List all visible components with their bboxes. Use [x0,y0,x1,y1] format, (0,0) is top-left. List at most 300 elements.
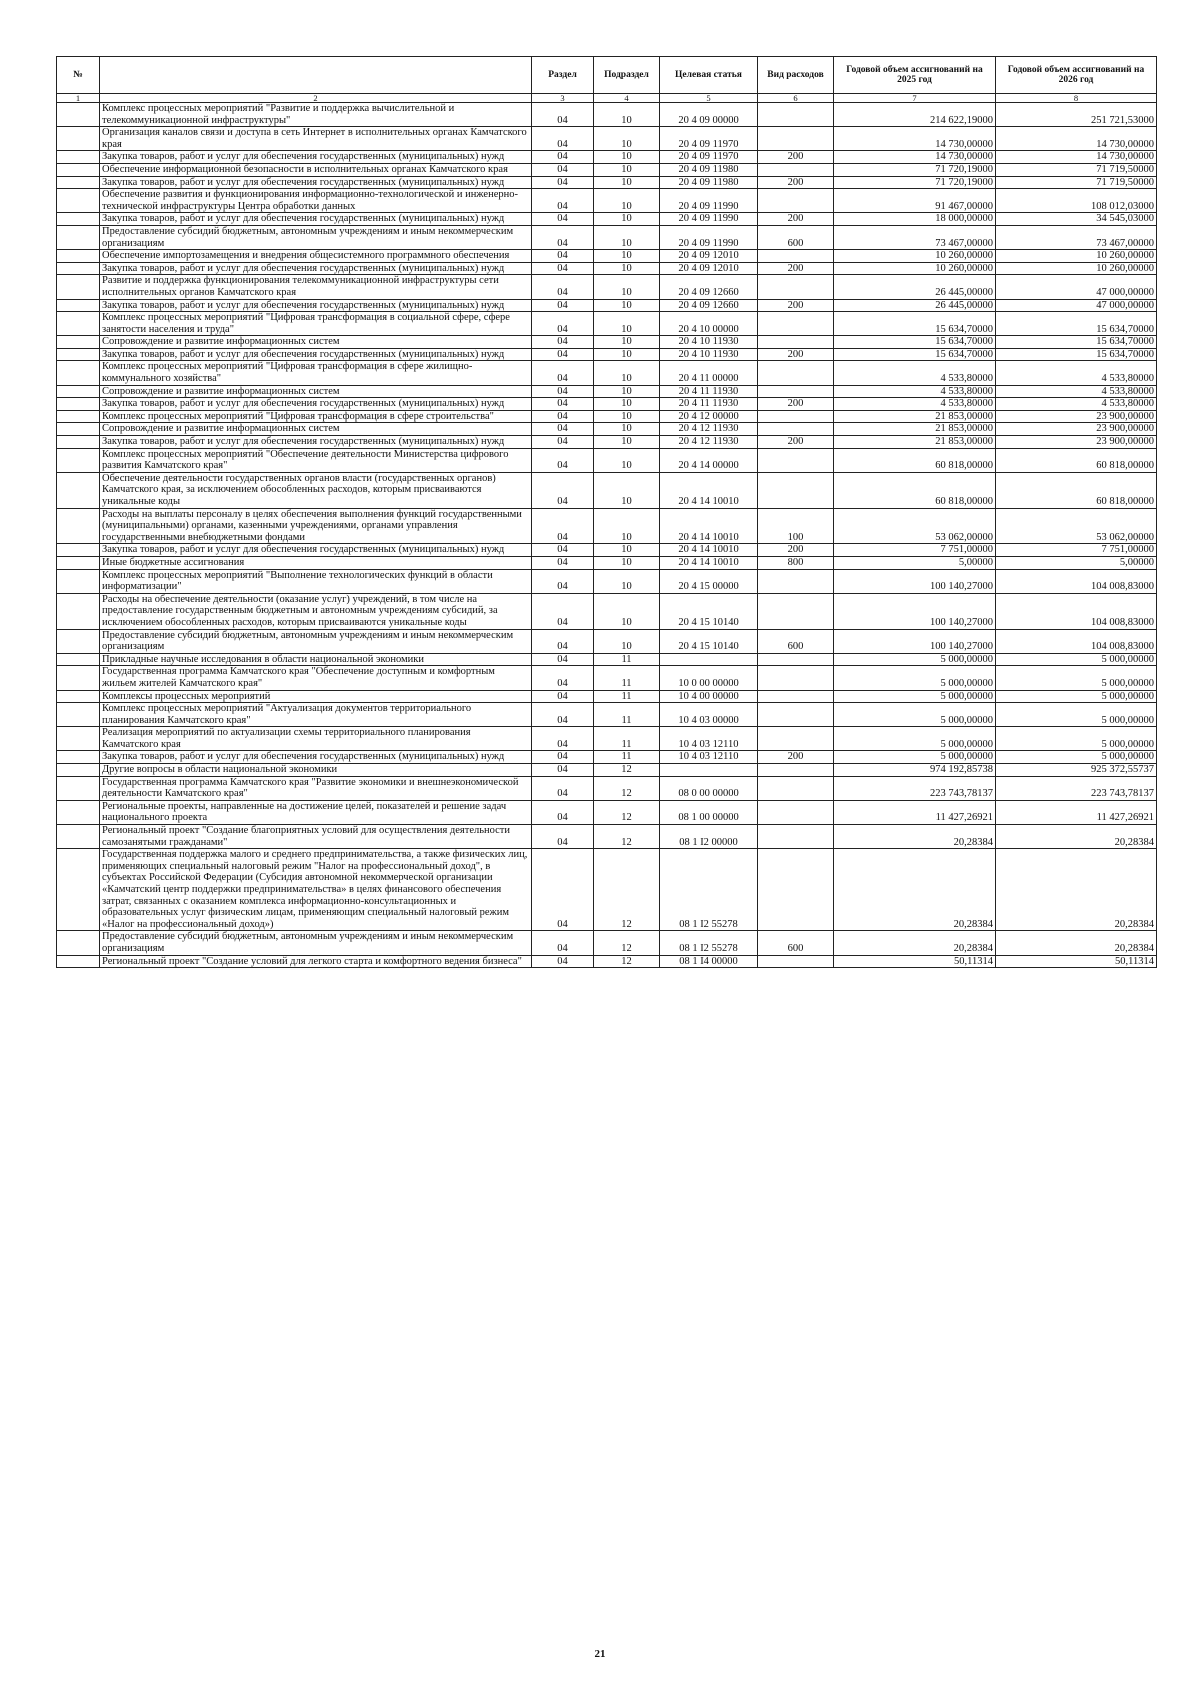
amount-2025: 60 818,00000 [834,472,996,508]
table-row [57,849,1157,931]
row-number [57,299,100,312]
razdel-code: 04 [532,250,594,263]
expense-type-code: 200 [758,262,834,275]
row-number [57,436,100,449]
expense-type-code: 200 [758,544,834,557]
expense-type-code: 200 [758,213,834,226]
expense-name: Закупка товаров, работ и услуг для обеспечения государственных (муниципальных) нужд [100,348,532,361]
amount-2026: 5 000,00000 [996,690,1157,703]
table-row [57,336,1157,349]
table-row [57,556,1157,569]
expense-name: Закупка товаров, работ и услуг для обеспечения государственных (муниципальных) нужд [100,176,532,189]
expense-type-code [758,727,834,751]
amount-2025: 73 467,00000 [834,225,996,249]
amount-2025: 974 192,85738 [834,764,996,777]
amount-2026: 10 260,00000 [996,262,1157,275]
podrazdel-code: 10 [594,275,660,299]
row-number [57,423,100,436]
expense-type-code [758,849,834,931]
podrazdel-code: 12 [594,849,660,931]
table-row [57,544,1157,557]
expense-type-code [758,250,834,263]
table-row [57,690,1157,703]
razdel-code: 04 [532,410,594,423]
table-row [57,250,1157,263]
target-article-code: 20 4 10 00000 [660,312,758,336]
amount-2026: 23 900,00000 [996,423,1157,436]
amount-2025: 18 000,00000 [834,213,996,226]
amount-2025: 11 427,26921 [834,800,996,824]
target-article-code: 08 1 I2 55278 [660,849,758,931]
amount-2025: 20,28384 [834,849,996,931]
razdel-code: 04 [532,436,594,449]
podrazdel-code: 10 [594,151,660,164]
razdel-code: 04 [532,629,594,653]
expense-type-code [758,410,834,423]
table-row [57,410,1157,423]
table-row [57,727,1157,751]
row-number [57,472,100,508]
podrazdel-code: 10 [594,189,660,213]
amount-2026: 5,00000 [996,556,1157,569]
amount-2025: 4 533,80000 [834,361,996,385]
target-article-code: 10 4 00 00000 [660,690,758,703]
table-row [57,764,1157,777]
expense-type-code [758,569,834,593]
podrazdel-code: 10 [594,225,660,249]
expense-name: Комплекс процессных мероприятий "Цифровая трансформация в сфере жилищно-коммунального хозяйства" [100,361,532,385]
podrazdel-code: 12 [594,776,660,800]
amount-2025: 100 140,27000 [834,593,996,629]
row-number [57,849,100,931]
header-name [100,57,532,94]
target-article-code: 20 4 09 11970 [660,151,758,164]
expense-type-code [758,955,834,968]
podrazdel-code: 12 [594,825,660,849]
target-article-code: 20 4 11 11930 [660,385,758,398]
expense-name: Реализация мероприятий по актуализации схемы территориального планирования Камчатского края [100,727,532,751]
row-number [57,955,100,968]
table-row [57,385,1157,398]
target-article-code: 20 4 15 10140 [660,629,758,653]
amount-2025: 26 445,00000 [834,299,996,312]
amount-2026: 23 900,00000 [996,410,1157,423]
expense-name: Государственная программа Камчатского края "Обеспечение доступным и комфортным жильем жителей Камчатского края" [100,666,532,690]
razdel-code: 04 [532,556,594,569]
table-row [57,751,1157,764]
table-row [57,348,1157,361]
expense-type-code: 200 [758,398,834,411]
amount-2025: 5,00000 [834,556,996,569]
row-number [57,556,100,569]
target-article-code: 20 4 14 10010 [660,556,758,569]
expense-type-code [758,825,834,849]
podrazdel-code: 10 [594,556,660,569]
row-number [57,361,100,385]
table-row [57,931,1157,955]
column-number: 7 [834,94,996,103]
amount-2025: 21 853,00000 [834,423,996,436]
row-number [57,103,100,127]
expense-name: Предоставление субсидий бюджетным, автономным учреждениям и иным некоммерческим организациям [100,931,532,955]
razdel-code: 04 [532,312,594,336]
amount-2025: 15 634,70000 [834,336,996,349]
row-number [57,690,100,703]
amount-2026: 108 012,03000 [996,189,1157,213]
expense-name: Государственная программа Камчатского края "Развитие экономики и внешнеэкономической деятельности Камчатского края" [100,776,532,800]
amount-2025: 100 140,27000 [834,629,996,653]
expense-name: Расходы на обеспечение деятельности (оказание услуг) учреждений, в том числе на предоставление государственным бюджетным и автономным учреждениям субсидий, за исключением обособленных расходов, которым присваиваются уникальные коды [100,593,532,629]
podrazdel-code: 10 [594,508,660,544]
razdel-code: 04 [532,275,594,299]
column-number: 3 [532,94,594,103]
expense-name: Закупка товаров, работ и услуг для обеспечения государственных (муниципальных) нужд [100,213,532,226]
target-article-code: 20 4 12 11930 [660,436,758,449]
target-article-code: 20 4 09 11980 [660,176,758,189]
podrazdel-code: 11 [594,653,660,666]
podrazdel-code: 10 [594,593,660,629]
amount-2026: 23 900,00000 [996,436,1157,449]
podrazdel-code: 10 [594,312,660,336]
header-number: № [57,57,100,94]
row-number [57,213,100,226]
amount-2026: 60 818,00000 [996,472,1157,508]
amount-2026: 7 751,00000 [996,544,1157,557]
target-article-code: 20 4 09 11990 [660,225,758,249]
razdel-code: 04 [532,955,594,968]
row-number [57,127,100,151]
expense-name: Комплекс процессных мероприятий "Выполнение технологических функций в области информатизации" [100,569,532,593]
expense-type-code: 600 [758,931,834,955]
razdel-code: 04 [532,569,594,593]
row-number [57,189,100,213]
amount-2026: 104 008,83000 [996,569,1157,593]
expense-name: Комплекс процессных мероприятий "Актуализация документов территориального планирования Камчатского края" [100,703,532,727]
razdel-code: 04 [532,544,594,557]
row-number [57,629,100,653]
amount-2025: 71 720,19000 [834,163,996,176]
column-number-row [57,94,1157,103]
target-article-code: 20 4 12 00000 [660,410,758,423]
razdel-code: 04 [532,764,594,777]
table-row [57,776,1157,800]
target-article-code: 10 4 03 12110 [660,751,758,764]
table-row [57,436,1157,449]
page-number: 21 [594,1648,606,1660]
table-row [57,163,1157,176]
table-row [57,472,1157,508]
expense-type-code [758,103,834,127]
podrazdel-code: 11 [594,703,660,727]
target-article-code: 20 4 11 11930 [660,398,758,411]
row-number [57,569,100,593]
podrazdel-code: 10 [594,410,660,423]
row-number [57,410,100,423]
amount-2025: 10 260,00000 [834,262,996,275]
table-row [57,423,1157,436]
expense-type-code [758,423,834,436]
expense-name: Сопровождение и развитие информационных систем [100,423,532,436]
expense-name: Обеспечение деятельности государственных органов власти (государственных органов) Камчатского края, за исключением обособленных расходов, которым присваиваются уникальные коды [100,472,532,508]
expense-type-code: 200 [758,299,834,312]
expense-name: Сопровождение и развитие информационных систем [100,385,532,398]
podrazdel-code: 11 [594,690,660,703]
target-article-code: 20 4 09 11990 [660,189,758,213]
target-article-code: 08 1 I2 55278 [660,931,758,955]
amount-2025: 21 853,00000 [834,436,996,449]
podrazdel-code: 12 [594,931,660,955]
razdel-code: 04 [532,776,594,800]
amount-2026: 15 634,70000 [996,348,1157,361]
razdel-code: 04 [532,163,594,176]
table-body [57,103,1157,968]
target-article-code: 10 4 03 00000 [660,703,758,727]
expense-name: Расходы на выплаты персоналу в целях обеспечения выполнения функций государственными (муниципальными) органами, казенными учреждениями, органами управления государственными внебюджетными фондами [100,508,532,544]
podrazdel-code: 10 [594,544,660,557]
podrazdel-code: 10 [594,472,660,508]
amount-2026: 104 008,83000 [996,593,1157,629]
expense-name: Обеспечение информационной безопасности в исполнительных органах Камчатского края [100,163,532,176]
amount-2026: 925 372,55737 [996,764,1157,777]
razdel-code: 04 [532,593,594,629]
target-article-code: 10 0 00 00000 [660,666,758,690]
target-article-code: 20 4 10 11930 [660,336,758,349]
razdel-code: 04 [532,127,594,151]
row-number [57,800,100,824]
razdel-code: 04 [532,225,594,249]
expense-type-code [758,127,834,151]
razdel-code: 04 [532,666,594,690]
table-row [57,189,1157,213]
table-row [57,398,1157,411]
expense-type-code [758,312,834,336]
amount-2026: 20,28384 [996,825,1157,849]
expense-name: Развитие и поддержка функционирования телекоммуникационной инфраструктуры сети исполнительных органов Камчатского края [100,275,532,299]
expense-name: Закупка товаров, работ и услуг для обеспечения государственных (муниципальных) нужд [100,398,532,411]
expense-type-code [758,593,834,629]
expense-name: Обеспечение развития и функционирования информационно-технологической и инженерно-технической инфраструктуры Центра обработки данных [100,189,532,213]
table-row [57,955,1157,968]
target-article-code: 20 4 15 00000 [660,569,758,593]
podrazdel-code: 10 [594,262,660,275]
razdel-code: 04 [532,398,594,411]
target-article-code [660,653,758,666]
razdel-code: 04 [532,385,594,398]
table-row [57,103,1157,127]
amount-2026: 5 000,00000 [996,653,1157,666]
table-row [57,593,1157,629]
target-article-code: 20 4 11 00000 [660,361,758,385]
podrazdel-code: 10 [594,629,660,653]
amount-2025: 91 467,00000 [834,189,996,213]
podrazdel-code: 10 [594,423,660,436]
target-article-code: 20 4 14 10010 [660,544,758,557]
amount-2025: 4 533,80000 [834,385,996,398]
target-article-code: 20 4 09 12010 [660,262,758,275]
row-number [57,751,100,764]
expense-name: Закупка товаров, работ и услуг для обеспечения государственных (муниципальных) нужд [100,544,532,557]
razdel-code: 04 [532,151,594,164]
row-number [57,225,100,249]
podrazdel-code: 12 [594,764,660,777]
expense-type-code [758,666,834,690]
row-number [57,653,100,666]
podrazdel-code: 12 [594,800,660,824]
podrazdel-code: 12 [594,955,660,968]
amount-2025: 223 743,78137 [834,776,996,800]
row-number [57,727,100,751]
razdel-code: 04 [532,751,594,764]
row-number [57,666,100,690]
target-article-code: 20 4 09 00000 [660,103,758,127]
amount-2025: 15 634,70000 [834,348,996,361]
amount-2025: 26 445,00000 [834,275,996,299]
expense-name: Закупка товаров, работ и услуг для обеспечения государственных (муниципальных) нужд [100,299,532,312]
row-number [57,593,100,629]
column-number: 2 [100,94,532,103]
row-number [57,448,100,472]
target-article-code: 20 4 10 11930 [660,348,758,361]
column-number: 8 [996,94,1157,103]
expense-type-code [758,163,834,176]
expense-name: Организация каналов связи и доступа в сеть Интернет в исполнительных органах Камчатского края [100,127,532,151]
target-article-code: 20 4 09 11980 [660,163,758,176]
amount-2025: 60 818,00000 [834,448,996,472]
amount-2026: 251 721,53000 [996,103,1157,127]
expense-name: Прикладные научные исследования в области национальной экономики [100,653,532,666]
expense-name: Закупка товаров, работ и услуг для обеспечения государственных (муниципальных) нужд [100,151,532,164]
amount-2026: 47 000,00000 [996,275,1157,299]
row-number [57,163,100,176]
amount-2025: 20,28384 [834,825,996,849]
expense-type-code [758,703,834,727]
header-amount-2025: Годовой объем ассигнований на 2025 год [834,57,996,94]
razdel-code: 04 [532,348,594,361]
table-row [57,653,1157,666]
row-number [57,764,100,777]
razdel-code: 04 [532,703,594,727]
podrazdel-code: 10 [594,448,660,472]
table-row [57,569,1157,593]
expense-name: Закупка товаров, работ и услуг для обеспечения государственных (муниципальных) нужд [100,436,532,449]
expense-name: Комплексы процессных мероприятий [100,690,532,703]
table-row [57,213,1157,226]
podrazdel-code: 11 [594,727,660,751]
expense-name: Региональный проект "Создание условий для легкого старта и комфортного ведения бизнеса" [100,955,532,968]
row-number [57,385,100,398]
row-number [57,275,100,299]
target-article-code: 08 0 00 00000 [660,776,758,800]
razdel-code: 04 [532,103,594,127]
amount-2026: 47 000,00000 [996,299,1157,312]
table-row [57,299,1157,312]
table-row [57,127,1157,151]
amount-2026: 20,28384 [996,849,1157,931]
amount-2026: 4 533,80000 [996,385,1157,398]
expense-type-code: 600 [758,225,834,249]
target-article-code: 20 4 09 11990 [660,213,758,226]
expense-name: Комплекс процессных мероприятий "Развитие и поддержка вычислительной и телекоммуникационной инфраструктуры" [100,103,532,127]
target-article-code: 08 1 I4 00000 [660,955,758,968]
amount-2026: 10 260,00000 [996,250,1157,263]
row-number [57,151,100,164]
header-razdel: Раздел [532,57,594,94]
expense-type-code: 200 [758,348,834,361]
expense-type-code [758,336,834,349]
amount-2025: 5 000,00000 [834,690,996,703]
amount-2026: 5 000,00000 [996,751,1157,764]
podrazdel-code: 10 [594,163,660,176]
podrazdel-code: 10 [594,569,660,593]
expense-type-code [758,776,834,800]
podrazdel-code: 10 [594,213,660,226]
expense-name: Другие вопросы в области национальной экономики [100,764,532,777]
header-row [57,57,1157,94]
podrazdel-code: 10 [594,348,660,361]
podrazdel-code: 10 [594,299,660,312]
amount-2025: 50,11314 [834,955,996,968]
amount-2025: 10 260,00000 [834,250,996,263]
razdel-code: 04 [532,849,594,931]
amount-2026: 73 467,00000 [996,225,1157,249]
amount-2025: 14 730,00000 [834,127,996,151]
amount-2026: 34 545,03000 [996,213,1157,226]
expense-type-code [758,189,834,213]
razdel-code: 04 [532,176,594,189]
podrazdel-code: 10 [594,250,660,263]
amount-2026: 15 634,70000 [996,336,1157,349]
podrazdel-code: 10 [594,103,660,127]
razdel-code: 04 [532,508,594,544]
target-article-code: 08 1 00 00000 [660,800,758,824]
target-article-code: 20 4 12 11930 [660,423,758,436]
row-number [57,336,100,349]
razdel-code: 04 [532,690,594,703]
amount-2026: 104 008,83000 [996,629,1157,653]
row-number [57,508,100,544]
expense-name: Комплекс процессных мероприятий "Цифровая трансформация в сфере строительства" [100,410,532,423]
target-article-code: 20 4 09 12660 [660,299,758,312]
amount-2026: 5 000,00000 [996,703,1157,727]
razdel-code: 04 [532,472,594,508]
podrazdel-code: 10 [594,127,660,151]
target-article-code: 20 4 09 11970 [660,127,758,151]
column-number: 6 [758,94,834,103]
target-article-code: 20 4 15 10140 [660,593,758,629]
target-article-code: 20 4 14 10010 [660,508,758,544]
razdel-code: 04 [532,213,594,226]
expense-type-code [758,472,834,508]
expense-name: Сопровождение и развитие информационных систем [100,336,532,349]
podrazdel-code: 10 [594,436,660,449]
row-number [57,250,100,263]
expense-type-code: 100 [758,508,834,544]
razdel-code: 04 [532,727,594,751]
expense-name: Региональный проект "Создание благоприятных условий для осуществления деятельности самозанятыми гражданами" [100,825,532,849]
target-article-code: 10 4 03 12110 [660,727,758,751]
expense-name: Региональные проекты, направленные на достижение целей, показателей и решение задач национального проекта [100,800,532,824]
column-number: 5 [660,94,758,103]
row-number [57,348,100,361]
table-row [57,312,1157,336]
expense-type-code [758,385,834,398]
razdel-code: 04 [532,423,594,436]
razdel-code: 04 [532,825,594,849]
expense-name: Иные бюджетные ассигнования [100,556,532,569]
amount-2026: 14 730,00000 [996,127,1157,151]
column-number: 4 [594,94,660,103]
amount-2025: 214 622,19000 [834,103,996,127]
